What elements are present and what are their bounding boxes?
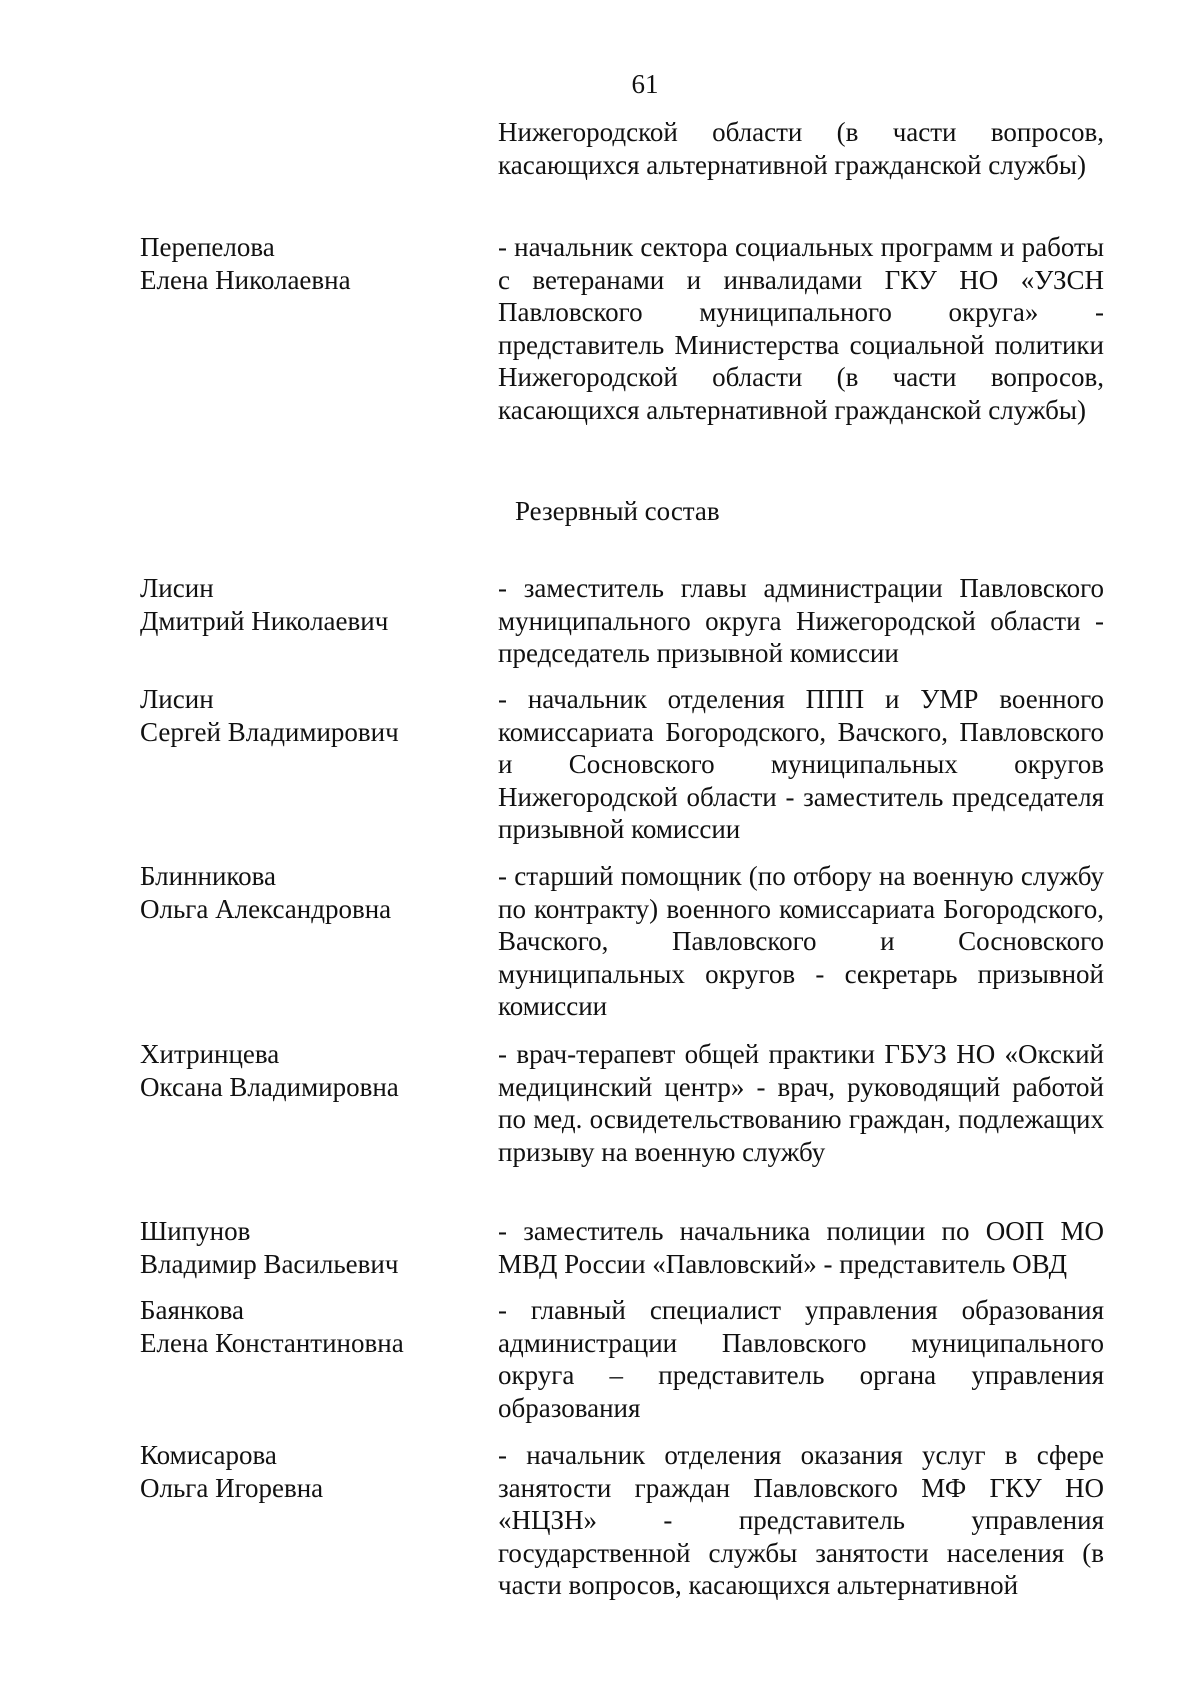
member-name: Комисарова Ольга Игоревна <box>140 1440 324 1503</box>
continuation-text: Нижегородской области (в части вопросов, касающихся альтернативной гражданской службы) <box>498 117 1104 180</box>
member-description: - начальник отделения ППП и УМР военного комиссариата Богородского, Вачского, Павловского и Сосновского муниципальных округов Нижегородской области - заместитель председателя призывной комиссии <box>498 684 1104 844</box>
member-name: Перепелова Елена Николаевна <box>140 232 351 295</box>
member-name: Лисин Дмитрий Николаевич <box>140 573 389 636</box>
member-name: Блинникова Ольга Александровна <box>140 861 392 924</box>
section-heading: Резервный состав <box>515 496 720 526</box>
member-name: Шипунов Владимир Васильевич <box>140 1216 399 1279</box>
member-description: - старший помощник (по отбору на военную службу по контракту) военного комиссариата Богородского, Вачского, Павловского и Сосновского муниципальных округов - секретарь призывной комиссии <box>498 861 1104 1021</box>
member-description: - врач-терапевт общей практики ГБУЗ НО «Окский медицинский центр» - врач, руководящий работой по мед. освидетельствованию граждан, подлежащих призыву на военную службу <box>498 1039 1104 1167</box>
page-number: 61 <box>631 69 659 99</box>
member-description: - заместитель начальника полиции по ООП МО МВД России «Павловский» - представитель ОВД <box>498 1216 1104 1279</box>
member-description: - заместитель главы администрации Павловского муниципального округа Нижегородской области - председатель призывной комиссии <box>498 573 1104 668</box>
member-name: Хитринцева Оксана Владимировна <box>140 1039 399 1102</box>
member-description: - начальник отделения оказания услуг в сфере занятости граждан Павловского МФ ГКУ НО «НЦЗН» - представитель управления государственной службы занятости населения (в части вопросов, касающихся альтернативной <box>498 1440 1104 1600</box>
member-description: - начальник сектора социальных программ и работы с ветеранами и инвалидами ГКУ НО «УЗСН Павловского муниципального округа» - представитель Министерства социальной политики Нижегородской области (в части вопросов, касающихся альтернативной гражданской службы) <box>498 232 1104 425</box>
member-name: Баянкова Елена Константиновна <box>140 1295 404 1358</box>
member-description: - главный специалист управления образования администрации Павловского муниципального округа – представитель органа управления образования <box>498 1295 1104 1423</box>
member-name: Лисин Сергей Владимирович <box>140 684 399 747</box>
